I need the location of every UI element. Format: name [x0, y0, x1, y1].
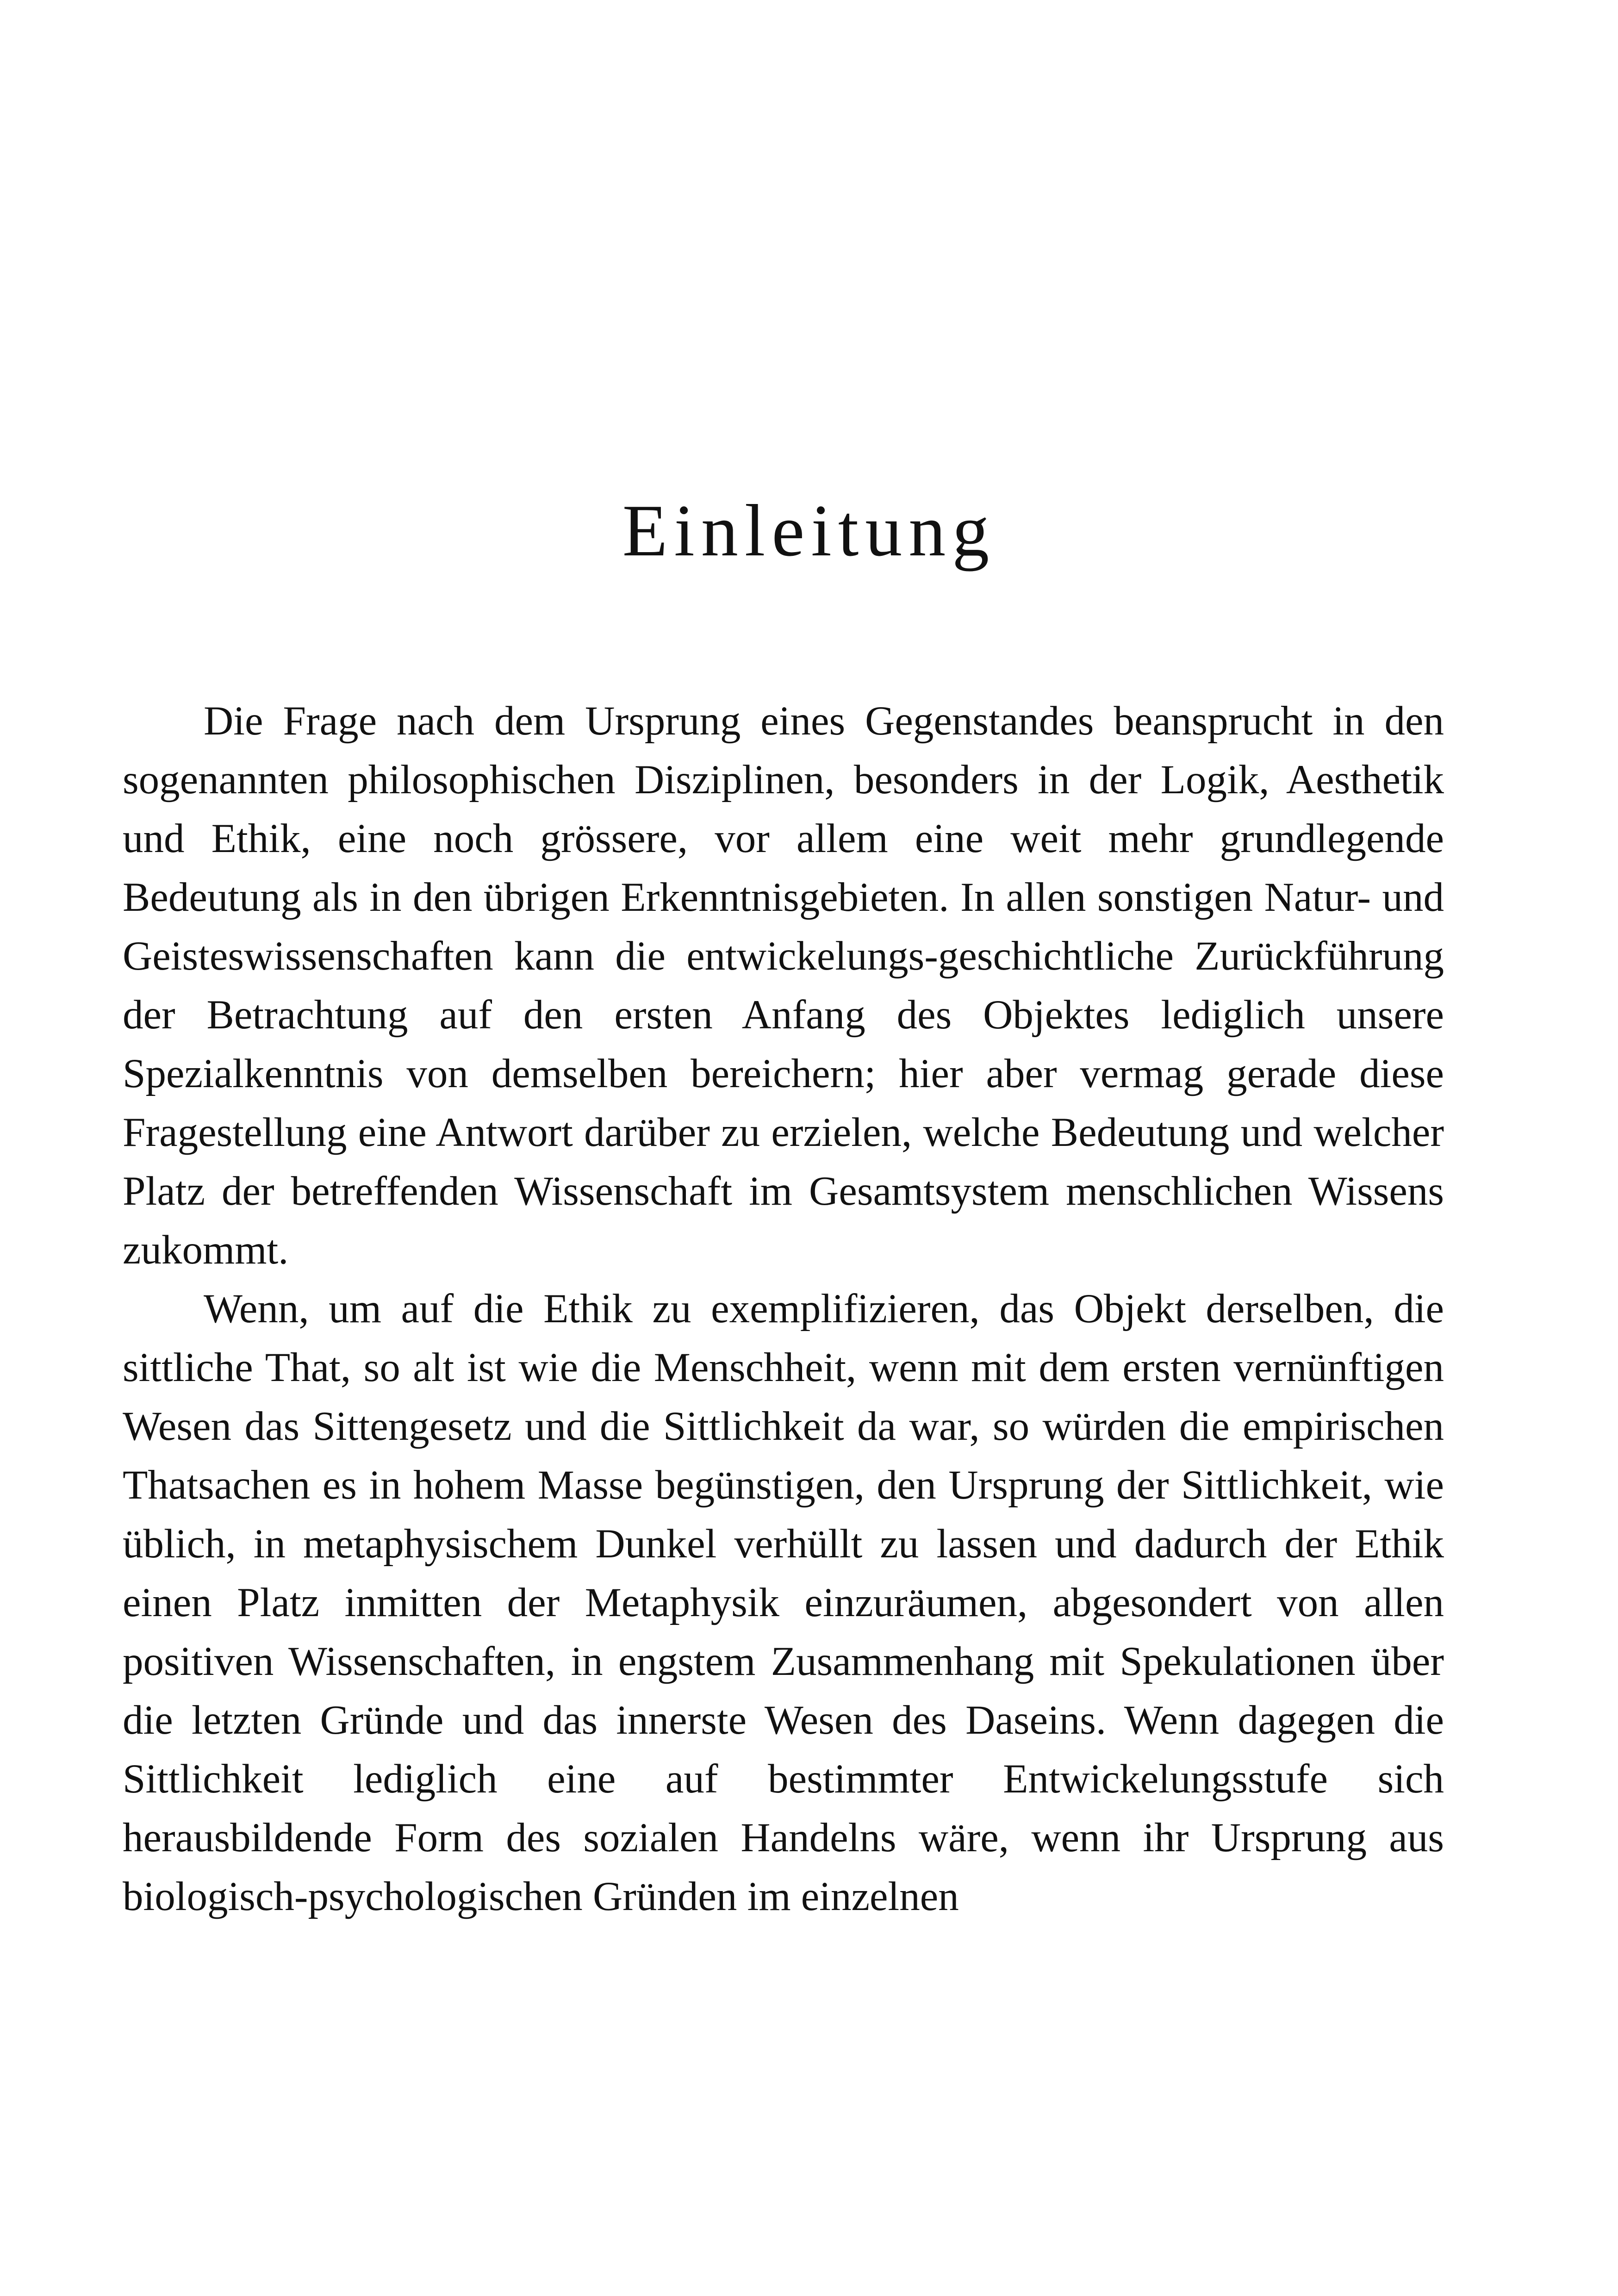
chapter-title: Einleitung — [622, 489, 996, 572]
body-text — [123, 692, 1444, 1926]
paragraph-2: Wenn, um auf die Ethik zu exemplifizieren, das Objekt derselben, die sittliche That, so alt ist wie die Menschheit, wenn mit dem ersten vernünftigen Wesen das Sittengesetz und die Sittlichkeit da war, so würden die empirischen Thatsachen es in hohem Masse begünstigen, den Ursprung der Sittlichkeit, wie üblich, in metaphysischem Dunkel verhüllt zu lassen und dadurch der Ethik einen Platz inmitten der Metaphysik einzuräumen, abgesondert von allen positiven Wissenschaften, in engstem Zusammenhang mit Spekulationen über die letzten Gründe und das innerste Wesen des Daseins. Wenn dagegen die Sittlichkeit lediglich eine auf bestimmter Entwickelungsstufe sich herausbildende Form des sozialen Handelns wäre, wenn ihr Ursprung aus biologisch-psychologischen Gründen im einzelnen — [123, 1286, 1444, 1919]
paragraph-1: Die Frage nach dem Ursprung eines Gegenstandes beansprucht in den sogenannten philosophischen Disziplinen, besonders in der Logik, Aesthetik und Ethik, eine noch grössere, vor allem eine weit mehr grundlegende Bedeutung als in den übrigen Erkenntnisgebieten. In allen sonstigen Natur- und Geisteswissenschaften kann die entwickelungs-geschichtliche Zurückführung der Betrachtung auf den ersten Anfang des Objektes lediglich unsere Spezialkenntnis von demselben bereichern; hier aber vermag gerade diese Fragestellung eine Antwort darüber zu erzielen, welche Bedeutung und welcher Platz der betreffenden Wissenschaft im Gesamtsystem menschlichen Wissens zukommt. — [123, 698, 1444, 1273]
